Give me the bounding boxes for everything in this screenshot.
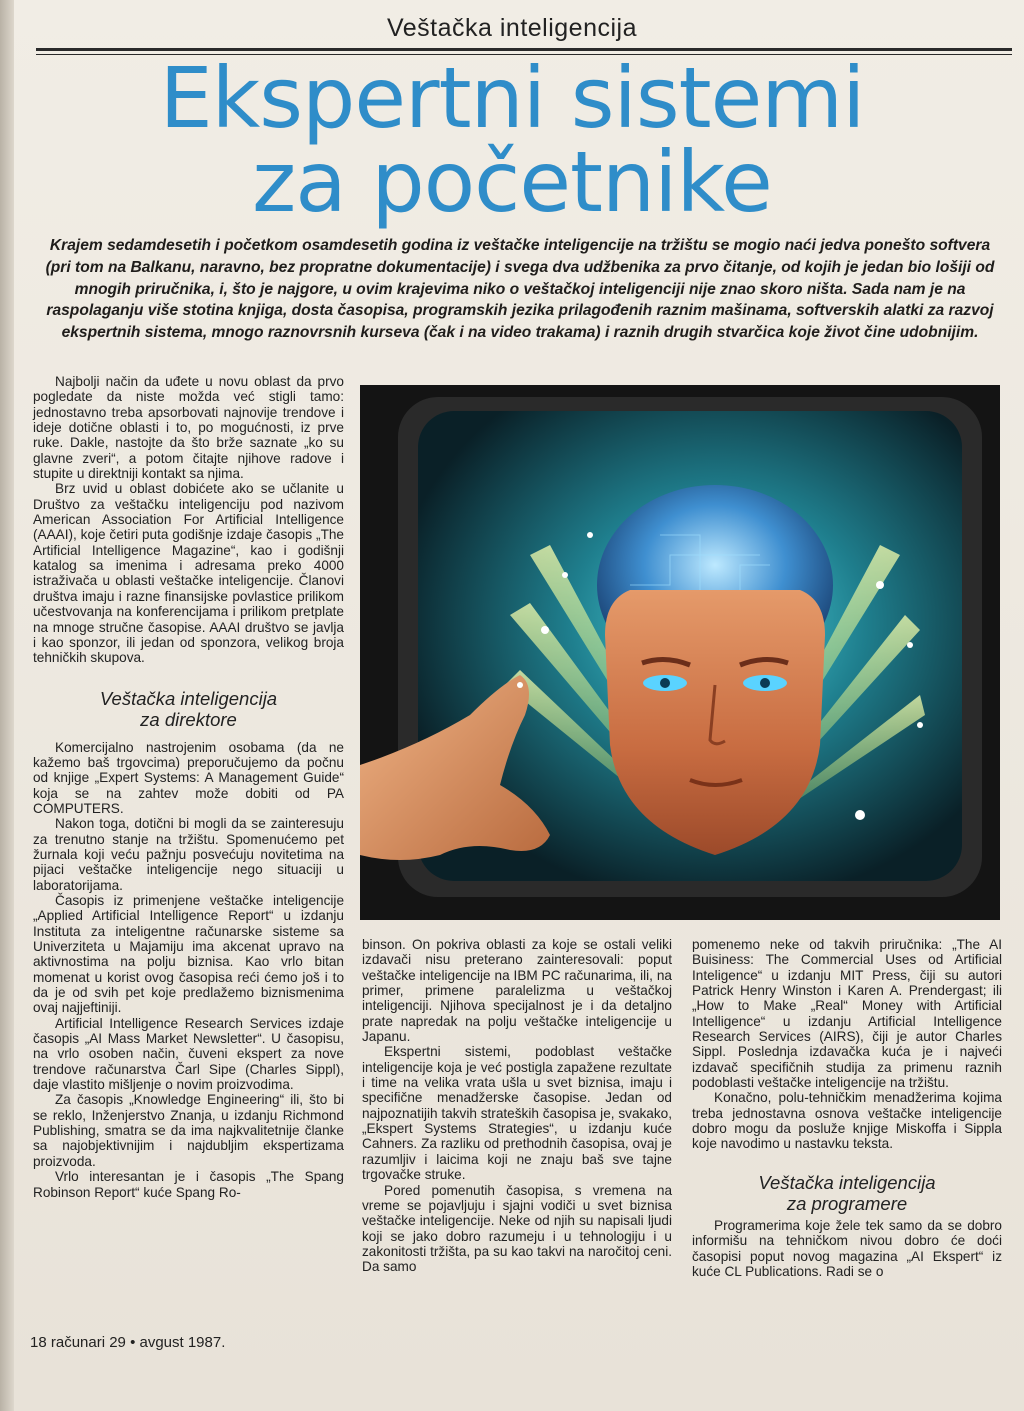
subheading-programmers [692,1172,1002,1214]
paragraph: Nakon toga, dotični bi mogli da se zainteresuju za trenutno stanje na tržištu. Spomenućemo pet žurnala koji veću pažnju posvećuju novitetima na pijaci veštačke inteligencije nego situaciji u laboratorijama. [33,816,344,893]
illustration-ai-head [360,385,1000,920]
subheading-line: Veštačka inteligencija [99,687,278,709]
article-lead: Krajem sedamdesetih i početkom osamdesetih godina iz veštačke inteligencije na tržištu se mogio naći jedva ponešto softvera (pri tom na Balkanu, naravno, bez propratne dokumentacije) i svega dva udžbenika za prvo čitanje, od kojih je jedan bio lošiji od mnogih priručnika, i, što je najgore, u ovim krajevima niko o veštačkoj inteligenciji nije znao skoro ništa. Sada nam je na raspolaganju više stotina knjiga, dosta časopisa, programskih jezika prilagođenih raznim mašinama, softverskih alatki za razvoj ekspertnih sistema, mnogo raznovrsnih kurseva (čak i na video trakama) i raznih drugih stvarčica koje život čine udobnijim. [45,237,995,342]
section-header: Veštačka inteligencija [386,14,638,42]
paragraph: Brz uvid u oblast dobićete ako se učlanite u Društvo za veštačku inteligenciju pod nazivom American Association For Artificial Intelligence (AAAI), koje četiri puta godišnje izdaje časopis „The Artificial Intelligence Magazine“, kao i godišnji katalog sa imenima i adresama preko 4000 istraživača u oblasti veštačke inteligencije. Članovi društva imaju i razne finansijske povlastice prilikom učestvovanja na konferencijama i prilikom pretplate na mnoge stručne časopise. AAAI društvo se javlja i kao sponzor, ili jedan od sponzora, velikog broja tehničkih skupova. [33,481,344,666]
column-3 [692,937,1002,1279]
article-title-line-2: za početnike [252,133,772,231]
paragraph: Vrlo interesantan je i časopis „The Spang Robinson Report“ kuće Spang Ro- [33,1169,344,1200]
column-1 [33,374,344,1200]
paragraph: Konačno, polu-tehničkim menadžerima kojima treba jednostavna osnova veštačke inteligencije dobro mogu da posluže knjige Miskoffa i Sippla koje navodimo u nastavku teksta. [692,1090,1002,1152]
subheading-line: za programere [786,1192,908,1214]
cover-illustration [360,385,1000,920]
column-2 [362,937,672,1275]
paragraph: Programerima koje žele tek samo da se dobro informišu na tehničkom nivou dobro će doći časopisi poput novog magazina „AI Ekspert“ iz kuće CL Publications. Radi se o [692,1217,1002,1279]
paragraph: Artificial Intelligence Research Services izdaje časopis „AI Mass Market Newsletter“. U časopisu, na vrlo osoben način, čuveni ekspert za nove trendove računarstva Čarl Sipe (Charles Sippl), daje vlastito mišljenje o novim proizvodima. [33,1015,344,1093]
paragraph: pomenemo neke od takvih priručnika: „The AI Buisiness: The Commercial Uses od Artificial Inteligence“ u izdanju MIT Press, čiji su autori Patrick Henry Winston i Karen A. Prendergast; ili „How to Make „Real“ Money with Artificial Intelligence“ u izdanju Artificial Intelligence Research Services (AIRS), čiji je autor Charles Sippl. Poslednja izdavačka kuća je i najveći izdavač specifičnih studija za primenu raznih podoblasti veštačke inteligencije na tržištu. [692,937,1002,1091]
subheading-line: Veštačka inteligencija [758,1171,936,1193]
paragraph: Časopis iz primenjene veštačke inteligencije „Applied Artificial Intelligence Report“ u izdanju Instituta za inteligentne računarske sisteme sa Univerziteta u Majamiju ima akcenat upravo na aktivnostima na polju biznisa. Kao vrlo bitan momenat u korist ovog časopisa reći ćemo još i to da je od svih pet koje predlažemo biznismenima ovaj najjeftiniji. [33,892,344,1016]
subheading-line: za direktore [140,708,237,730]
paragraph: Komercijalno nastrojenim osobama (da ne kažemo baš trgovcima) preporučujemo da počnu od knjige „Expert Systems: A Management Guide“ koja se na zahtev može dobiti od PA COMPUTERS. [33,739,344,816]
paragraph: binson. On pokriva oblasti za koje se ostali veliki izdavači nisu preterano zainteresovali: poput veštačke inteligencije na IBM PC računarima, ili, na primer, primene paralelizma u veštačkoj inteligenciji. Njihova specijalnost je i da detaljno prate napredak na polju veštačke inteligencije u Japanu. [362,937,672,1045]
paragraph: Najbolji način da uđete u novu oblast da prvo pogledate da niste možda već stigli tamo: jednostavno treba apsorbovati najnovije trendove i ideje dotične oblasti i to, po mogućnosti, iz prve ruke. Dakle, nastojte da što brže saznate „ko su glavne zveri“, a potom čitajte njihove radove i stupite u direktniji kontakt sa njima. [33,374,344,482]
article-title [0,49,1024,231]
paragraph: Pored pomenutih časopisa, s vremena na vreme se pojavljuju i sjajni vodiči u svet biznisa veštačke inteligencije. Neke od njih su napisali ljudi koji se jako dobro razumeju i u tehnologiju i u zakonitosti tržišta, pa su kao takvi na naročitoj ceni. Da samo [362,1182,672,1275]
subheading-directors [33,688,344,730]
paragraph: Za časopis „Knowledge Engineering“ ili, što bi se reklo, Inženjerstvo Znanja, u izdanju Richmond Publishing, smatra se da ima najkvalitetnije članke sa najobjektivnijim i najdubljim ekspertizama proizvoda. [33,1092,344,1169]
paragraph: Ekspertni sistemi, podoblast veštačke inteligencije koja je već postigla zapažene rezultate i time na velika vrata ušla u svet biznisa, imaju i specifične menadžerske časopise. Jedan od najpoznatijih takvih strateških časopisa je, svakako, „Ekspert Systems Strategies“, u izdanju kuće Cahners. Za razliku od prethodnih časopisa, ovaj je razumljiv i laicima koji ne znaju baš sve tajne trgovačke struke. [362,1044,672,1183]
article-title-line-1: Ekspertni sistemi [159,49,865,147]
page-footer: 18 računari 29 • avgust 1987. [30,1334,226,1351]
